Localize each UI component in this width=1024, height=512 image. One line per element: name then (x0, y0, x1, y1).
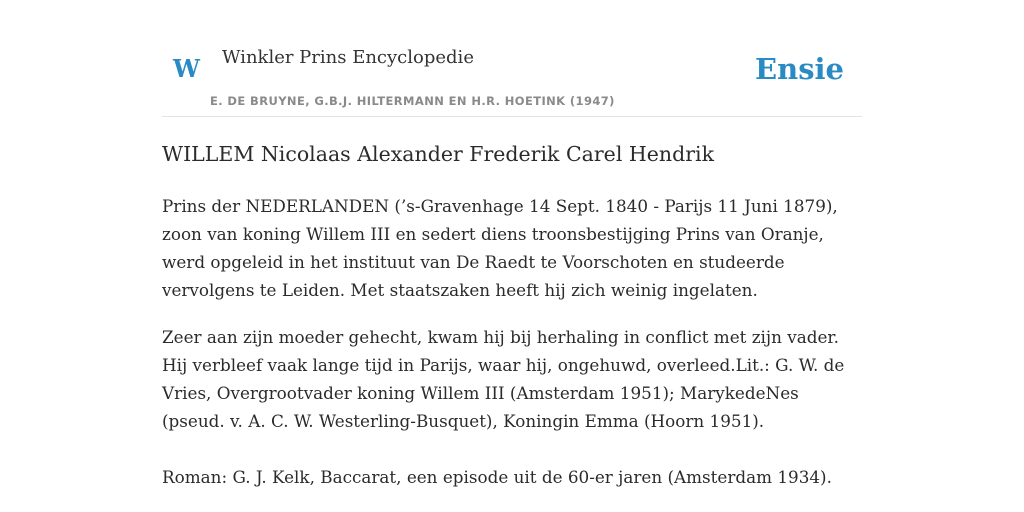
article-paragraph: Prins der NEDERLANDEN (’s-Gravenhage 14 Sept. 1840 - Parijs 11 Juni 1879), zoon van koning Willem III en sedert diens troonsbestijging Prins van Oranje, werd opgeleid in het instituut van De Raedt te Voorschoten en studeerde vervolgens te Leiden. Met staatszaken heeft hij zich weinig ingelaten. (162, 196, 838, 300)
page-header (162, 0, 862, 117)
article-paragraph: Roman: G. J. Kelk, Baccarat, een episode uit de 60-er jaren (Amsterdam 1934). (162, 467, 832, 487)
book-title[interactable]: Winkler Prins Encyclopedie (222, 47, 474, 68)
article-paragraph: Zeer aan zijn moeder gehecht, kwam hij bij herhaling in conflict met zijn vader. Hij verbleef vaak lange tijd in Parijs, waar hij, ongehuwd, overleed.Lit.: G. W. de Vries, Overgrootvader koning Willem III (Amsterdam 1951); MarykedeNes (pseud. v. A. C. W. Westerling-Busquet), Koningin Emma (Hoorn 1951). (162, 327, 845, 431)
book-authors: E. DE BRUYNE, G.B.J. HILTERMANN EN H.R. HOETINK (1947) (210, 94, 615, 108)
ensie-logo-link[interactable]: Ensie (755, 52, 844, 86)
article-body (162, 138, 864, 491)
article-title: WILLEM Nicolaas Alexander Frederik Carel Hendrik (162, 142, 714, 166)
winkler-prins-logo[interactable]: W (173, 54, 200, 83)
